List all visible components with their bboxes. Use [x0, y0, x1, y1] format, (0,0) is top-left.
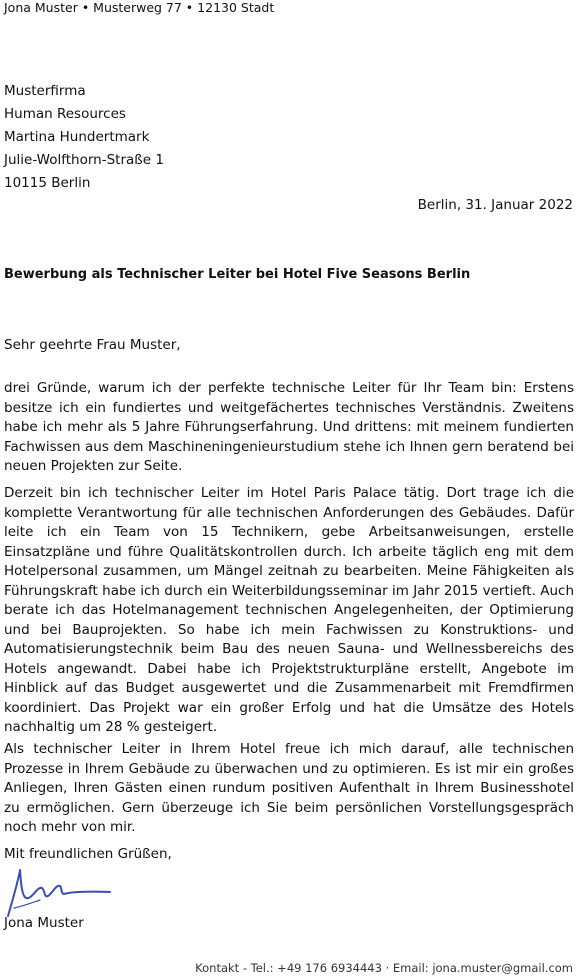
salutation: Sehr geehrte Frau Muster, — [4, 337, 181, 353]
closing-phrase: Mit freundlichen Grüßen, — [4, 846, 172, 862]
recipient-city: 10115 Berlin — [4, 175, 91, 191]
signature-icon — [4, 862, 116, 920]
body-paragraph-experience: Derzeit bin ich technischer Leiter im Hotel Paris Palace tätig. Dort trage ich die komplette Verantwortung für alle technischen Anforderungen des Gebäudes. Dafür leite ich ein Team von 15 Technikern, gebe Arbeitsanweisungen, erstelle Einsatzpläne und führe Qualitätskontrollen durch. Ich arbeite täglich eng mit dem Hotelpersonal zusammen, um Mängel zeitnah zu bearbeiten. Meine Fähigkeiten als Führungskraft habe ich durch ein Weiterbildungsseminar im Jahr 2015 vertieft. Auch berate ich das Hotelmanagement technischen Angelegenheiten, der Optimierung und bei Bauprojekten. So habe ich mein Fachwissen zu Konstruktions- und Automatisierungstechnik beim Bau des neuen Sauna- und Wellnessbereichs des Hotels angewandt. Dabei habe ich Projektstrukturpläne erstellt, Angebote im Hinblick auf das Budget ausgewertet und die Zusammenarbeit mit Fremdfirmen koordiniert. Das Projekt war ein großer Erfolg und hat die Umsätze des Hotels nachhaltig um 28 % gesteigert. — [4, 485, 574, 735]
body-paragraph-intro: drei Gründe, warum ich der perfekte technische Leiter für Ihr Team bin: Erstens besitze ich ein fundiertes und weitgefächertes technisches Verständnis. Zweitens habe ich mehr als 5 Jahre Führungserfahrung. Und drittens: mit meinem fundierten Fachwissen aus dem Maschineningenieurstudium stehe ich Ihnen gern beratend bei neuen Projekten zur Seite. — [4, 380, 574, 474]
recipient-company: Musterfirma — [4, 83, 86, 99]
recipient-department: Human Resources — [4, 106, 126, 122]
recipient-street: Julie-Wolfthorn-Straße 1 — [4, 152, 164, 168]
recipient-address-block — [4, 80, 164, 195]
letter-subject: Bewerbung als Technischer Leiter bei Hotel Five Seasons Berlin — [4, 267, 471, 282]
body-paragraph-motivation: Als technischer Leiter in Ihrem Hotel freue ich mich darauf, alle technischen Prozesse in Ihrem Gebäude zu überwachen und zu optimieren. Es ist mir ein großes Anliegen, Ihren Gästen einen rundum positiven Aufenthalt in Ihrem Businesshotel zu ermöglichen. Gern überzeuge ich Sie beim persönlichen Vorstellungsgespräch noch mehr von mir. — [4, 741, 574, 835]
contact-footer: Kontakt - Tel.: +49 176 6934443 · Email: jona.muster@gmail.com — [195, 961, 573, 975]
recipient-contact-person: Martina Hundertmark — [4, 129, 150, 145]
signer-name: Jona Muster — [4, 915, 84, 931]
letter-date: Berlin, 31. Januar 2022 — [417, 197, 573, 213]
sender-address-line: Jona Muster • Musterweg 77 • 12130 Stadt — [4, 0, 275, 15]
